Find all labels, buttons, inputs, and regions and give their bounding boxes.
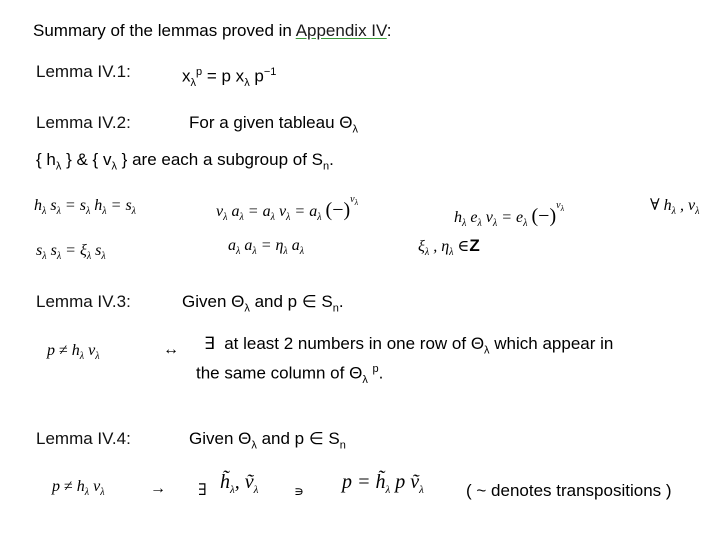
lemma-iv1-label: Lemma IV.1: [36,62,131,81]
lemma-iv3-rhs-line1: ∃ at least 2 numbers in one row of $\Theta_\lambda$ which appear in [204,334,614,357]
lemma-iv3-rhs-line2: the same column of $\Theta_\lambda$ $^p$. [196,363,384,387]
appendix-iv-link[interactable]: Appendix IV [295,21,387,40]
lemma-iv3-statement: Given $\Theta_\lambda$ and p ∈ $S_n$. [182,292,344,315]
implies-arrow: → [150,480,166,497]
eq-v-a-commute: $v_\lambda$ $a_\lambda = a_\lambda$ $v_\lambda = a_\lambda$ $(-)^{v_\lambda}$ [216,194,359,224]
lemma-iv3-lhs: $p \ne h_\lambda$ $v_\lambda$ [47,342,100,363]
lemma-iv4-rhs: $p = h̃_\lambda$ p ṽ$_\lambda$ [342,471,424,496]
lemma-iv4-label: Lemma IV.4: [36,429,131,448]
integer-set-symbol: Z [469,236,480,255]
eq-xi-eta-integers: $\xi_\lambda$ , $\eta_\lambda$ ∈Z [418,236,480,259]
eq-forall-h-v: ∀ $h_\lambda$ , $v_\lambda$ [650,197,700,218]
exists-symbol: ∃ [198,482,207,499]
summary-heading [33,21,391,41]
lemma-iv4-lhs: $p \ne h_\lambda$ $v_\lambda$ [52,478,105,499]
lemma-iv2-statement: For a given tableau $\Theta_\lambda$ [189,113,358,136]
transposition-note: ( ~ denotes transpositions ) [466,481,672,500]
summary-text: Summary of the lemmas proved in [33,21,292,40]
eq-h-e-v: $h_\lambda$ $e_\lambda$ $v_\lambda = e_\lambda$ $(-)^{v_\lambda}$ [454,200,565,230]
eq-h-s-commute: $h_\lambda$ $s_\lambda = s_\lambda$ $h_\lambda = s_\lambda$ [34,197,137,218]
lemma-iv4-tilde-h-v: $h̃_\lambda$, ṽ$_\lambda$ [220,471,259,496]
eq-s-idempotent: $s_\lambda$ $s_\lambda = \xi_\lambda$ $s_\lambda$ [36,242,106,263]
lemma-iv2-label: Lemma IV.2: [36,113,131,132]
lemma-iv1-statement: $x_\lambda^p = p$ $x_\lambda$ $p^{-1}$ [182,66,277,90]
iff-symbol: ↔ [163,341,179,358]
lemma-iv3-label: Lemma IV.3: [36,292,131,311]
heading-colon: : [386,21,392,40]
such-that-symbol: ∍ [294,485,305,500]
eq-a-idempotent: $a_\lambda$ $a_\lambda = \eta_\lambda$ $a_\lambda$ [228,237,305,258]
lemma-iv2-subgroups: { $h_\lambda$ } & { $v_\lambda$ } are each a subgroup of $S_n$. [36,150,334,173]
lemma-iv4-statement: Given $\Theta_\lambda$ and p ∈ $S_n$ [189,429,346,452]
